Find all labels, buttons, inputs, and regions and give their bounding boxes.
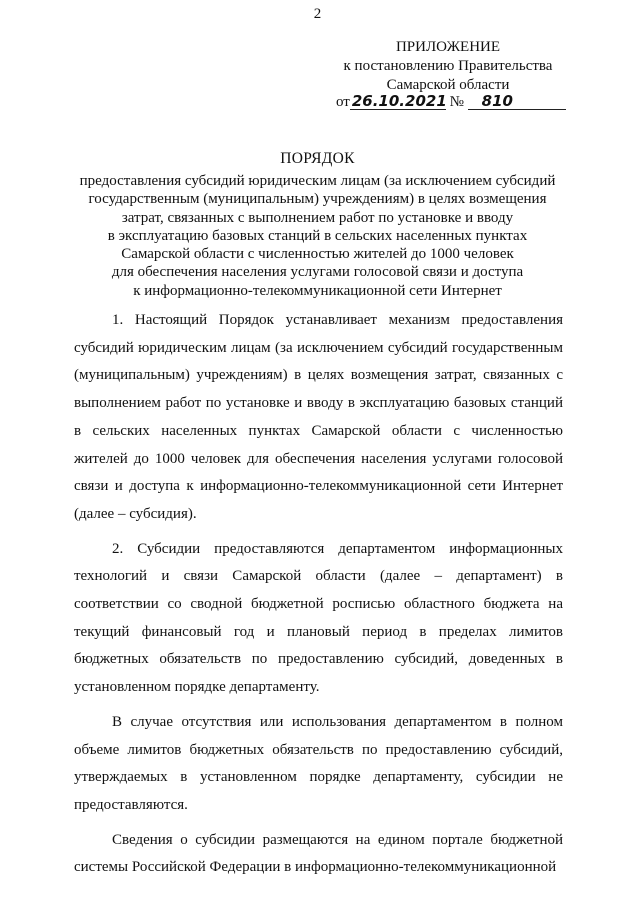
subtitle-line: в эксплуатацию базовых станций в сельских населенных пунктах xyxy=(107,227,528,244)
page-number: 2 xyxy=(313,6,322,22)
subtitle-line: Самарской области с численностью жителей до 1000 человек xyxy=(121,246,514,263)
handwritten-date: 26.10.2021 xyxy=(351,92,447,110)
subtitle-line: к информационно-телекоммуникационной сети Интернет xyxy=(133,282,502,299)
decree-date-line xyxy=(336,93,566,112)
appendix-title: ПРИЛОЖЕНИЕ xyxy=(395,39,501,55)
appendix-line-2: Самарской области xyxy=(386,77,510,93)
subtitle-line: затрат, связанных с выполнением работ по установке и вводу xyxy=(121,209,514,226)
subtitle-line: для обеспечения населения услугами голосовой связи и доступа xyxy=(111,264,524,281)
document-subtitle xyxy=(58,172,577,300)
subtitle-line: государственным (муниципальным) учреждениям) в целях возмещения xyxy=(88,191,547,208)
document-title: ПОРЯДОК xyxy=(280,150,355,167)
appendix-line-1: к постановлению Правительства xyxy=(343,58,553,74)
document-body xyxy=(74,307,563,882)
subtitle-line: предоставления субсидий юридическим лицам (за исключением субсидий xyxy=(79,173,556,189)
paragraph-3: В случае отсутствия или использования департаментом в полном объеме лимитов бюджетных обязательств по предоставлению субсидий, утверждаемых в установленном порядке департаменту, субсидии не предоставляются. xyxy=(74,713,563,813)
paragraph-1: 1. Настоящий Порядок устанавливает механизм предоставления субсидий юридическим лицам (за исключением субсидий государственным (муниципальным) учреждениям) в целях возмещения затрат, связанных с выполнением работ по установке и вводу в эксплуатацию базовых станций в сельских населенных пунктах Самарской области с численностью жителей до 1000 человек для обеспечения населения услугами голосовой связи и доступа к информационно-телекоммуникационной сети Интернет (далее – субсидия). xyxy=(74,312,563,522)
paragraph-2: 2. Субсидии предоставляются департаментом информационных технологий и связи Самарской области (далее – департамент) в соответствии со сводной бюджетной росписью областного бюджета на текущий финансовый год и плановый период в пределах лимитов бюджетных обязательств по предоставлению субсидий, доведенных в установленном порядке департаменту. xyxy=(74,540,563,696)
date-prefix: от xyxy=(336,94,350,110)
appendix-block xyxy=(318,38,578,95)
number-sign: № xyxy=(449,94,464,110)
paragraph-4: Сведения о субсидии размещаются на едином портале бюджетной системы Российской Федерации в информационно-телекоммуникационной xyxy=(74,831,563,876)
handwritten-number: 810 xyxy=(468,93,566,110)
